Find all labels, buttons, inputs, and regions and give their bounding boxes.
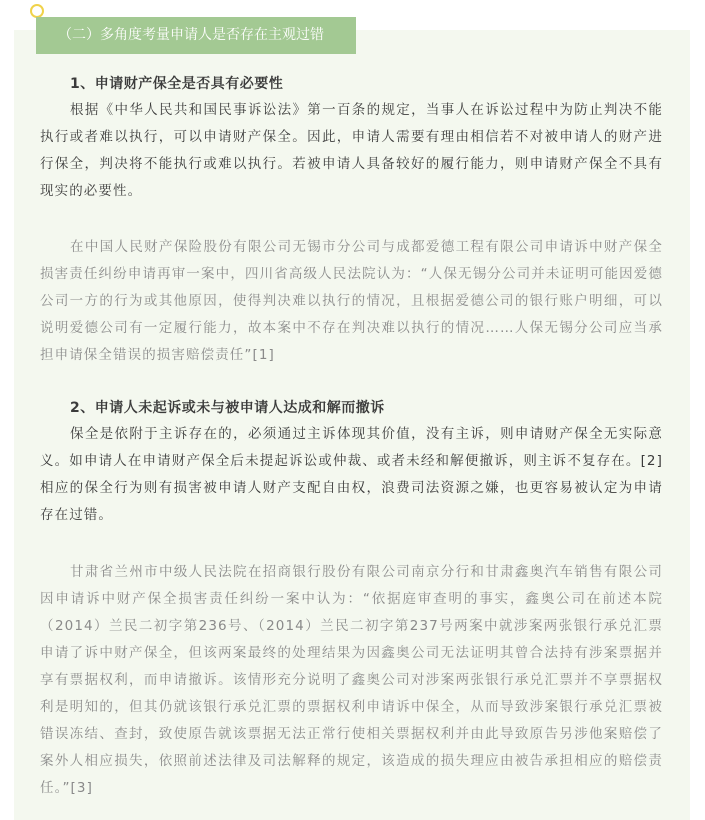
heading-withdrawal: 2、申请人未起诉或未与被申请人达成和解而撤诉 [70,400,385,416]
article-body [40,72,663,802]
case-quote-1: 在中国人民财产保险股份有限公司无锡市分公司与成都爱德工程有限公司申请诉中财产保全损害责任纠纷申请再审一案中，四川省高级人民法院认为：“人保无锡分公司并未证明可能因爱德公司一方的行为或其他原因，使得判决难以执行的情况，且根据爱德公司的银行账户明细，可以说明爱德公司有一定履行能力，故本案中不存在判决难以执行的情况……人保无锡分公司应当承担申请保全错误的损害赔偿责任”[1] [40,239,663,363]
case-quote-2: 甘肃省兰州市中级人民法院在招商银行股份有限公司南京分行和甘肃鑫奥汽车销售有限公司因申请诉中财产保全损害责任纠纷一案中认为：“依据庭审查明的事实，鑫奥公司在前述本院（2014）兰民二初字第236号、（2014）兰民二初字第237号两案中就涉案两张银行承兑汇票申请了诉中财产保全，但该两案最终的处理结果为因鑫奥公司无法证明其曾合法持有涉案票据并享有票据权利，而申请撤诉。该情形充分说明了鑫奥公司对涉案两张银行承兑汇票并不享票据权利是明知的，但其仍就该银行承兑汇票的票据权利申请诉中保全，从而导致涉案银行承兑汇票被错误冻结、查封，致使原告就该票据无法正常行使相关票据权利并由此导致原告另涉他案赔偿了案外人相应损失，依照前述法律及司法解释的规定，该造成的损失理应由被告承担相应的赔偿责任。”[3] [40,564,663,796]
heading-necessity: 1、申请财产保全是否具有必要性 [70,76,284,92]
circle-decoration-icon [30,4,44,18]
paragraph-necessity: 根据《中华人民共和国民事诉讼法》第一百条的规定，当事人在诉讼过程中为防止判决不能执行或者难以执行，可以申请财产保全。因此，申请人需要有理由相信若不对被申请人的财产进行保全，判决将不能执行或难以执行。若被申请人具备较好的履行能力，则申请财产保全不具有现实的必要性。 [40,102,663,199]
paragraph-withdrawal: 保全是依附于主诉存在的，必须通过主诉体现其价值，没有主诉，则申请财产保全无实际意义。如申请人在申请财产保全后未提起诉讼或仲裁、或者未经和解便撤诉，则主诉不复存在。[2]相应的保全行为则有损害被申请人财产支配自由权，浪费司法资源之嫌，也更容易被认定为申请存在过错。 [40,426,663,523]
section-title: （二）多角度考量申请人是否存在主观过错 [36,17,356,54]
